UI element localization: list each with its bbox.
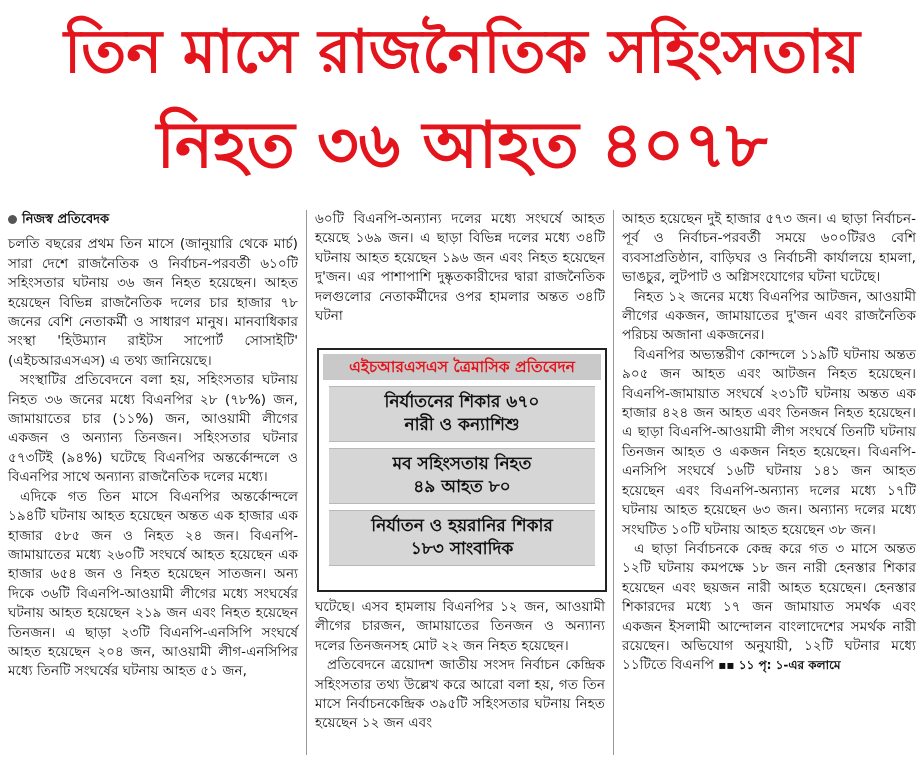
paragraph: বিএনপির অভ্যন্তরীণ কোন্দলে ১১৯টি ঘটনায় অন্তত ৯০৫ জন আহত এবং আটজন নিহত হয়েছেন। বিএনপি-জামায়াত সংঘর্ষে ২৩১টি ঘটনায় অন্তত এক হাজার ৪২৪ জন আহত এবং তিনজন নিহত হয়েছেন। এ ছাড়া বিএনপি-আওয়ামী লীগ সংঘর্ষে তিনটি ঘটনায় তিনজন আহত ও একজন নিহত হয়েছেন। বিএনপি-এনসিপি সংঘর্ষে ১৬টি ঘটনায় ১৪১ জন আহত হয়েছেন এবং বিএনপি-অন্যান্য দলের মধ্যে ১৭টি ঘটনায় আহত হয়েছেন ৬৩ জন। অন্যান্য দলের মধ্যে সংঘটিত ১০টি ঘটনায় আহত হয়েছেন ৩৮ জন। [622, 346, 916, 538]
paragraph: চলতি বছরের প্রথম তিন মাসে (জানুয়ারি থেকে মার্চ) সারা দেশে রাজনৈতিক ও নির্বাচন-পরবর্তী ৬১০টি সহিংসতার ঘটনায় ৩৬ জন নিহত হয়েছেন। আহত হয়েছেন বিভিন্ন রাজনৈতিক দলের চার হাজার ৭৮ জনের বেশি নেতাকর্মী ও সাধারণ মানুষ। মানবাধিকার সংস্থা 'হিউম্যান রাইটস সাপোর্ট সোসাইটি' (এইচআরএসএস) এ তথ্য জানিয়েছে। [8, 236, 298, 369]
article-column-2-bottom [315, 598, 605, 734]
box-item-line: মব সহিংসতায় নিহত [392, 454, 532, 474]
box-item-line: নির্যাতনের শিকার ৬৭০ [384, 392, 540, 412]
continuation-text: ১১ পৃ: ১-এর কলামে [738, 658, 841, 673]
paragraph-text: এ ছাড়া নির্বাচনকে কেন্দ্র করে গত ৩ মাসে অন্তত ১২টি ঘটনায় কমপক্ষে ১৮ জন নারী হেনস্তার শিকার হয়েছেন এবং ছয়জন নারী আহত হয়েছেন। হেনস্তার শিকারদের মধ্যে ১৭ জন জামায়াত সমর্থক এবং একজন ইসলামী আন্দোলন বাংলাদেশের সমর্থক নারী রয়েছেন। অভিযোগ অনুযায়ী, ১২টি ঘটনার মধ্যে ১১টিতে বিএনপি [622, 540, 916, 674]
box-item-line: ১৮৩ সাংবাদিক [410, 539, 514, 559]
column-divider [613, 210, 614, 755]
column-divider [306, 210, 307, 755]
box-header: এইচআরএসএস ত্রৈমাসিক প্রতিবেদন [323, 354, 601, 380]
paragraph [622, 540, 916, 676]
box-item-line: নারী ও কন্যাশিশু [404, 415, 520, 435]
article-column-1 [8, 210, 298, 682]
paragraph: নিহত ১২ জনের মধ্যে বিএনপির আটজন, আওয়ামী লীগের একজন, জামায়াতের দু'জন এবং রাজনৈতিক পরিচয় অজানা একজনের। [622, 288, 916, 344]
box-item-women [329, 386, 595, 442]
box-item-line: ৪৯ আহত ৮০ [413, 477, 511, 497]
paragraph: ঘটেছে। এসব হামলায় বিএনপির ১২ জন, আওয়ামী লীগের চারজন, জামায়াতের তিনজন ও অন্যান্য দলের তিনজনসহ মোট ২২ জন নিহত হয়েছেন। [315, 599, 605, 654]
paragraph: সংস্থাটির প্রতিবেদনে বলা হয়, সহিংসতার ঘটনায় নিহত ৩৬ জনের মধ্যে বিএনপির ২৮ (৭৮%) জন, জামায়াতের চার (১১%) জন, আওয়ামী লীগের একজন ও অন্যান্য তিনজন। সহিংসতার ঘটনার ৫৭৩টিই (৯৪%) ঘটেছে বিএনপির অন্তর্কোন্দলে ও বিএনপির সাথে অন্যান্য রাজনৈতিক দলের মধ্যে। [8, 372, 298, 486]
article-column-3 [622, 210, 916, 676]
paragraph: প্রতিবেদনে ত্রয়োদশ জাতীয় সংসদ নির্বাচন কেন্দ্রিক সহিংসতার তথ্য উল্লেখ করে আরো বলা হয়, গত তিন মাসে নির্বাচনকেন্দ্রিক ৩৯৫টি সহিংসতার ঘটনায় নিহত হয়েছেন ১২ জন এবং [315, 657, 605, 732]
paragraph: এদিকে গত তিন মাসে বিএনপির অন্তর্কোন্দলে ১৯৪টি ঘটনায় আহত হয়েছেন অন্তত এক হাজার এক হাজার ৫৮৫ জন ও নিহত ২৪ জন। বিএনপি-জামায়াতের মধ্যে ২৬০টি সংঘর্ষে আহত হয়েছেন এক হাজার ৬৫৪ জন ও নিহত হয়েছেন সাতজন। অন্য দিকে ৩৬টি বিএনপি-আওয়ামী লীগের মধ্যে সংঘর্ষের ঘটনায় আহত হয়েছেন ২১৯ জন এবং নিহত হয়েছেন তিনজন। এ ছাড়া ২৩টি বিএনপি-এনসিপি সংঘর্ষে আহত হয়েছেন ২০৪ জন, আওয়ামী লীগ-এনসিপির মধ্যে তিনটি সংঘর্ষের ঘটনায় আহত ৫১ জন, [8, 488, 298, 680]
paragraph: ৬০টি বিএনপি-অন্যান্য দলের মধ্যে সংঘর্ষে আহত হয়েছে ১৬৯ জন। এ ছাড়া বিভিন্ন দলের মধ্যে ৩৪টি ঘটনায় আহত হয়েছেন ১৯৬ জন এবং নিহত হয়েছেন দু'জন। এর পাশাপাশি দুষ্কৃতকারীদের দ্বারা রাজনৈতিক দলগুলোর নেতাকর্মীদের ওপর হামলার অন্তত ৩৪টি ঘটনা [315, 211, 605, 325]
headline-line-1: তিন মাসে রাজনৈতিক সহিংসতায় [64, 17, 860, 87]
box-item-mob-violence [329, 448, 595, 504]
paragraph: আহত হয়েছেন দুই হাজার ৫৭৩ জন। এ ছাড়া নির্বাচন-পূর্ব ও নির্বাচন-পরবর্তী সময়ে ৬০০টিরও বেশি ব্যবসাপ্রতিষ্ঠান, বাড়িঘর ও নির্বাচনী কার্যালয়ে হামলা, ভাঙচুর, লুটপাট ও অগ্নিসংযোগের ঘটনা ঘটেছে। [622, 211, 916, 286]
box-item-journalists [329, 510, 595, 566]
byline-text: নিজস্ব প্রতিবেদক [22, 212, 110, 227]
headline-line-2: নিহত ৩৬ আহত ৪০৭৮ [156, 109, 768, 183]
byline [8, 210, 298, 229]
article-column-2-top [315, 210, 605, 326]
box-item-line: নির্যাতন ও হয়রানির শিকার [371, 516, 553, 536]
continuation-note: ▪▪ ১১ পৃ: ১-এর কলামে [718, 658, 841, 673]
report-highlight-box [317, 348, 607, 592]
bullet-icon [8, 215, 17, 224]
